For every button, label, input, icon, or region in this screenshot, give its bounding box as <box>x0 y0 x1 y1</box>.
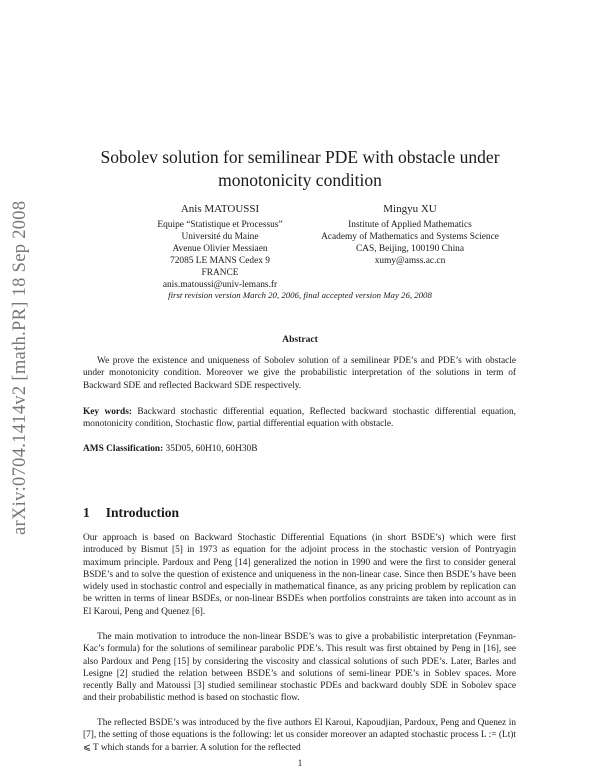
affiliation-line: Equipe “Statistique et Processus” <box>157 220 283 230</box>
abstract-text: We prove the existence and uniqueness of Sobolev solution of a semilinear PDE’s and PDE’s with obstacle under monotonicity condition. Moreover we give the probabilistic interpretation of the solutions in term of Backward SDE and reflected Backward SDE respectively. <box>83 356 516 391</box>
page-number: 1 <box>297 759 303 769</box>
ams-label: AMS Classification: <box>83 444 164 454</box>
arxiv-identifier: arXiv:0704.1414v2 [math.PR] 18 Sep 2008 <box>10 200 30 535</box>
keywords-label: Key words: <box>83 407 132 417</box>
paper-title <box>80 146 520 192</box>
author-name: Anis MATOUSSI <box>180 203 260 215</box>
ams-classification <box>83 443 516 455</box>
title-line-2: monotonicity condition <box>218 170 382 190</box>
intro-paragraph-1: Our approach is based on Backward Stochastic Differential Equations (in short BSDE’s) which were first introduced by Bismut [5] in 1973 as equation for the adjoint process in the stochastic version of Pontryagin maximum principle. Pardoux and Peng [14] generalized the notion in 1990 and were the first to consider general BSDE’s and to solve the question of existence and uniqueness in the non-linear case. Since then BSDE’s have been widely used in stochastic control and especially in mathematical finance, as any pricing problem by replication can be written in terms of linear BSDEs, or non-linear BSDEs when portfolios constraints are taken into account as in El Karoui, Peng and Quenez [6]. <box>83 533 516 617</box>
author-name: Mingyu XU <box>383 203 437 215</box>
title-line-1: Sobolev solution for semilinear PDE with obstacle under <box>100 147 500 167</box>
author-email: anis.matoussi@univ-lemans.fr <box>162 280 278 290</box>
author-block-1 <box>145 202 295 291</box>
section-number: 1 <box>83 505 90 520</box>
author-block-2 <box>298 202 522 267</box>
section-title: Introduction <box>105 505 180 520</box>
affiliation-line: Institute of Applied Mathematics <box>348 220 472 230</box>
author-email: xumy@amss.ac.cn <box>374 256 446 266</box>
affiliation-line: 72085 LE MANS Cedex 9 <box>170 256 270 266</box>
affiliation-line: FRANCE <box>201 268 239 278</box>
affiliation-line: Avenue Olivier Messiaen <box>172 244 268 254</box>
intro-paragraph-3: The reflected BSDE’s was introduced by the five authors El Karoui, Kapoudjian, Pardoux, Peng and Quenez in [7], the setting of those equations is the following: let us consider moreover an adapted stochastic process L := (Lt)t ⩽ T which stands for a barrier. A solution for the reflected <box>83 718 516 753</box>
ams-codes: 35D05, 60H10, 60H30B <box>165 444 258 454</box>
affiliation-line: Université du Maine <box>181 232 259 242</box>
intro-paragraph-2: The main motivation to introduce the non-linear BSDE’s was to give a probabilistic interpretation (Feynman-Kac’s formula) for the solutions of semilinear parabolic PDE’s. This result was first obtained by Peng in [16], see also Pardoux and Peng [15] by considering the viscosity and classical solutions of such PDE’s. Later, Barles and Lesigne [2] studied the relation between BSDE’s and solutions of semi-linear PDE’s in Soblev spaces. More recently Bally and Matoussi [3] studied semilinear stochastic PDEs and backward doubly SDE in Sobolev space and their probabilistic method is based on stochastic flow. <box>83 632 516 704</box>
abstract-heading: Abstract <box>282 334 318 345</box>
keywords <box>83 406 516 431</box>
section-heading <box>83 505 179 521</box>
keywords-text: Backward stochastic differential equation, Reflected backward stochastic differential equation, monotonicity condition, Stochastic flow, partial differential equation with obstacle. <box>83 407 516 430</box>
revision-note: first revision version March 20, 2006, final accepted version May 26, 2008 <box>168 290 432 300</box>
affiliation-line: CAS, Beijing, 100190 China <box>355 244 465 254</box>
affiliation-line: Academy of Mathematics and Systems Science <box>321 232 499 242</box>
